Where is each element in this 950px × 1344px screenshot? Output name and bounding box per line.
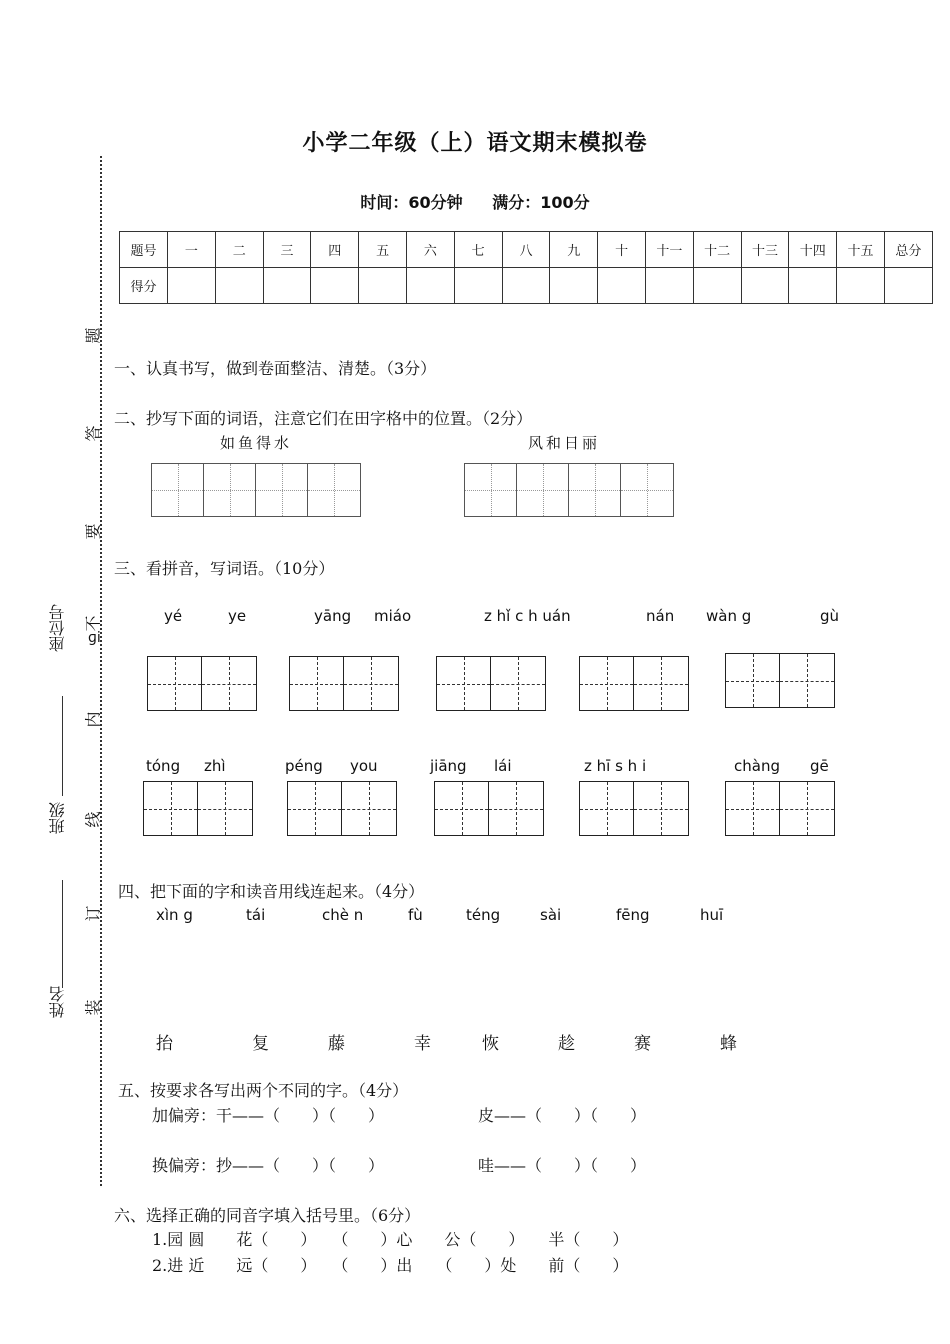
grid-cell[interactable]: [517, 464, 569, 516]
pinyin-answer-box[interactable]: [147, 656, 257, 711]
binding-char: 题: [83, 327, 103, 344]
match-pinyin[interactable]: fēng: [616, 906, 650, 924]
pinyin-label: jiāng: [430, 757, 467, 775]
section-4-title: 四、把下面的字和读音用线连起来。（4分）: [118, 882, 425, 901]
grid-cell[interactable]: [489, 782, 543, 835]
binding-char: 要: [83, 523, 103, 540]
grid-cell[interactable]: [780, 654, 834, 707]
score-cell[interactable]: [789, 268, 837, 304]
pinyin-label: gē: [810, 757, 829, 775]
radical-swap-line-2[interactable]: 哇——（ ）（ ）: [478, 1156, 647, 1175]
class-blank[interactable]: [62, 880, 63, 988]
score-cell[interactable]: [215, 268, 263, 304]
question-number-cell: 十三: [741, 232, 789, 268]
grid-cell[interactable]: [569, 464, 621, 516]
question-number-cell: 一: [168, 232, 216, 268]
pinyin-label: z hǐ c h uán: [484, 607, 571, 625]
homophone-line-2[interactable]: 2.进 近 远（ ） （ ）出 （ ）处 前（ ）: [152, 1256, 629, 1275]
score-label: 得分: [120, 268, 168, 304]
grid-cell[interactable]: [204, 464, 256, 516]
pinyin-label: zhì: [204, 757, 226, 775]
match-pinyin[interactable]: fù: [408, 906, 423, 924]
question-number-cell: 八: [502, 232, 550, 268]
pinyin-answer-box[interactable]: [436, 656, 546, 711]
score-cell[interactable]: [359, 268, 407, 304]
score-cell[interactable]: [645, 268, 693, 304]
score-cell[interactable]: [406, 268, 454, 304]
name-label: 姓名: [48, 986, 67, 1018]
score-cell[interactable]: [837, 268, 885, 304]
question-number-cell: 总分: [884, 232, 932, 268]
binding-char: 不: [83, 615, 103, 632]
score-cell[interactable]: [168, 268, 216, 304]
pinyin-label: wàn g: [706, 607, 752, 625]
grid-cell[interactable]: [435, 782, 489, 835]
pinyin-label: z hī s h i: [584, 757, 647, 775]
score-cell[interactable]: [263, 268, 311, 304]
score-cell[interactable]: [598, 268, 646, 304]
pinyin-answer-box[interactable]: [287, 781, 397, 836]
section-6-title: 六、选择正确的同音字填入括号里。（6分）: [114, 1206, 421, 1225]
question-number-cell: 十一: [645, 232, 693, 268]
grid-cell[interactable]: [634, 782, 688, 835]
match-char[interactable]: 蜂: [720, 1034, 737, 1054]
score-cell[interactable]: [693, 268, 741, 304]
pinyin-answer-box[interactable]: [434, 781, 544, 836]
grid-cell[interactable]: [288, 782, 342, 835]
binding-char: 订: [83, 905, 103, 922]
grid-cell[interactable]: [580, 657, 634, 710]
grid-cell[interactable]: [634, 657, 688, 710]
score-table: [119, 231, 933, 304]
radical-swap-line-1[interactable]: 换偏旁：抄——（ ）（ ）: [152, 1156, 385, 1175]
score-table-score-row: [120, 268, 933, 304]
exam-full-score: 满分：100分: [492, 193, 590, 212]
section-2-title: 二、抄写下面的词语，注意它们在田字格中的位置。（2分）: [114, 409, 533, 428]
question-number-cell: 十: [598, 232, 646, 268]
match-char[interactable]: 抬: [156, 1034, 173, 1054]
question-number-cell: 五: [359, 232, 407, 268]
pinyin-label: ye: [228, 607, 247, 625]
grid-cell[interactable]: [580, 782, 634, 835]
grid-cell[interactable]: [144, 782, 198, 835]
question-number-cell: 三: [263, 232, 311, 268]
question-number-cell: 九: [550, 232, 598, 268]
pinyin-answer-box[interactable]: [579, 656, 689, 711]
pinyin-answer-box[interactable]: [579, 781, 689, 836]
grid-cell[interactable]: [491, 657, 545, 710]
grid-cell[interactable]: [342, 782, 396, 835]
grid-cell[interactable]: [152, 464, 204, 516]
match-pinyin[interactable]: sài: [540, 906, 562, 924]
question-number-cell: 四: [311, 232, 359, 268]
match-char[interactable]: 复: [252, 1034, 269, 1054]
grid-cell[interactable]: [621, 464, 673, 516]
pinyin-answer-box[interactable]: [143, 781, 253, 836]
score-cell[interactable]: [741, 268, 789, 304]
grid-cell[interactable]: [202, 657, 256, 710]
grid-cell[interactable]: [290, 657, 344, 710]
grid-cell[interactable]: [148, 657, 202, 710]
page-title: 小学二年级（上）语文期末模拟卷: [302, 130, 648, 156]
section-1-title: 一、认真书写，做到卷面整洁、清楚。（3分）: [114, 359, 437, 378]
pinyin-label: nán: [646, 607, 675, 625]
match-pinyin[interactable]: tái: [246, 906, 266, 924]
grid-cell[interactable]: [256, 464, 308, 516]
seat-number-label: 座位号: [48, 604, 67, 652]
question-number-cell: 十五: [837, 232, 885, 268]
grid-cell[interactable]: [437, 657, 491, 710]
grid-cell[interactable]: [344, 657, 398, 710]
score-cell[interactable]: [454, 268, 502, 304]
binding-char: 答: [83, 425, 103, 442]
score-cell[interactable]: [884, 268, 932, 304]
binding-stray-text: ɡi: [88, 630, 101, 646]
pinyin-answer-box[interactable]: [725, 781, 835, 836]
exam-info: [0, 190, 950, 213]
pinyin-label: lái: [494, 757, 512, 775]
grid-cell[interactable]: [780, 782, 834, 835]
copy-word-1: 如鱼得水: [220, 434, 293, 452]
grid-cell[interactable]: [308, 464, 360, 516]
pinyin-answer-box[interactable]: [289, 656, 399, 711]
pinyin-label: chàng: [734, 757, 780, 775]
match-pinyin[interactable]: xìn g: [156, 906, 193, 924]
header-label: 题号: [120, 232, 168, 268]
question-number-cell: 二: [215, 232, 263, 268]
section-3-title: 三、看拼音，写词语。（10分）: [114, 559, 335, 578]
binding-char: 内: [83, 711, 103, 728]
match-char[interactable]: 藤: [328, 1034, 345, 1054]
binding-dotted-line: [100, 156, 102, 1186]
pinyin-label: yāng: [314, 607, 352, 625]
section-5-title: 五、按要求各写出两个不同的字。（4分）: [118, 1081, 409, 1100]
question-number-cell: 十二: [693, 232, 741, 268]
match-pinyin[interactable]: huī: [700, 906, 724, 924]
pinyin-label: gù: [820, 607, 840, 625]
grid-cell[interactable]: [465, 464, 517, 516]
grid-cell[interactable]: [726, 654, 780, 707]
class-label: 班级: [48, 802, 67, 834]
question-number-cell: 六: [406, 232, 454, 268]
match-char[interactable]: 幸: [414, 1034, 431, 1054]
seat-number-blank[interactable]: [62, 696, 63, 796]
question-number-cell: 七: [454, 232, 502, 268]
question-number-cell: 十四: [789, 232, 837, 268]
pinyin-label: tóng: [146, 757, 181, 775]
score-table-header-row: [120, 232, 933, 268]
match-char[interactable]: 趁: [558, 1034, 575, 1054]
homophone-line-1[interactable]: 1.园 圆 花（ ） （ ）心 公（ ） 半（ ）: [152, 1230, 629, 1249]
score-cell[interactable]: [550, 268, 598, 304]
match-pinyin[interactable]: téng: [466, 906, 501, 924]
match-char[interactable]: 赛: [634, 1034, 651, 1054]
copy-word-2: 风和日丽: [528, 434, 601, 452]
binding-char: 线: [83, 811, 103, 828]
tian-grid-1[interactable]: [151, 463, 361, 517]
pinyin-label: yé: [164, 607, 183, 625]
radical-add-line-2[interactable]: 皮——（ ）（ ）: [478, 1106, 647, 1125]
radical-add-line-1[interactable]: 加偏旁：干——（ ）（ ）: [152, 1106, 385, 1125]
match-pinyin[interactable]: chè n: [322, 906, 364, 924]
score-cell[interactable]: [502, 268, 550, 304]
pinyin-answer-box[interactable]: [725, 653, 835, 708]
match-char[interactable]: 恢: [482, 1034, 499, 1054]
tian-grid-2[interactable]: [464, 463, 674, 517]
pinyin-label: you: [350, 757, 378, 775]
grid-cell[interactable]: [198, 782, 252, 835]
binding-char: 装: [83, 999, 103, 1016]
grid-cell[interactable]: [726, 782, 780, 835]
pinyin-label: miáo: [374, 607, 412, 625]
exam-time: 时间：60分钟: [360, 193, 463, 212]
score-cell[interactable]: [311, 268, 359, 304]
pinyin-label: péng: [285, 757, 323, 775]
